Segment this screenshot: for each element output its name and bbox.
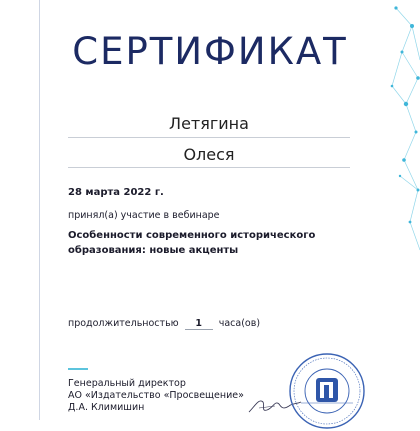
signer-name: Д.А. Климишин — [68, 402, 145, 413]
duration-row — [68, 318, 260, 330]
accent-rule — [68, 368, 88, 370]
name-divider — [68, 167, 350, 168]
signer-title: Генеральный директор — [68, 378, 186, 389]
name-divider — [68, 137, 350, 138]
duration-prefix: продолжительностью — [68, 318, 179, 329]
duration-unit: часа(ов) — [218, 318, 261, 329]
recipient-surname: Летягина — [169, 114, 249, 133]
webinar-topic: Особенности современного исторического образования: новые акценты — [68, 230, 316, 256]
duration-value: 1 — [185, 318, 213, 330]
certificate-title: СЕРТИФИКАТ — [72, 30, 348, 73]
signer-company: АО «Издательство «Просвещение» — [68, 390, 244, 401]
publisher-seal-icon — [287, 351, 367, 431]
event-date: 28 марта 2022 г. — [68, 187, 164, 198]
signer-block — [68, 378, 244, 414]
recipient-given-name: Олеся — [183, 145, 235, 164]
participation-text: принял(а) участие в вебинаре — [68, 210, 220, 221]
